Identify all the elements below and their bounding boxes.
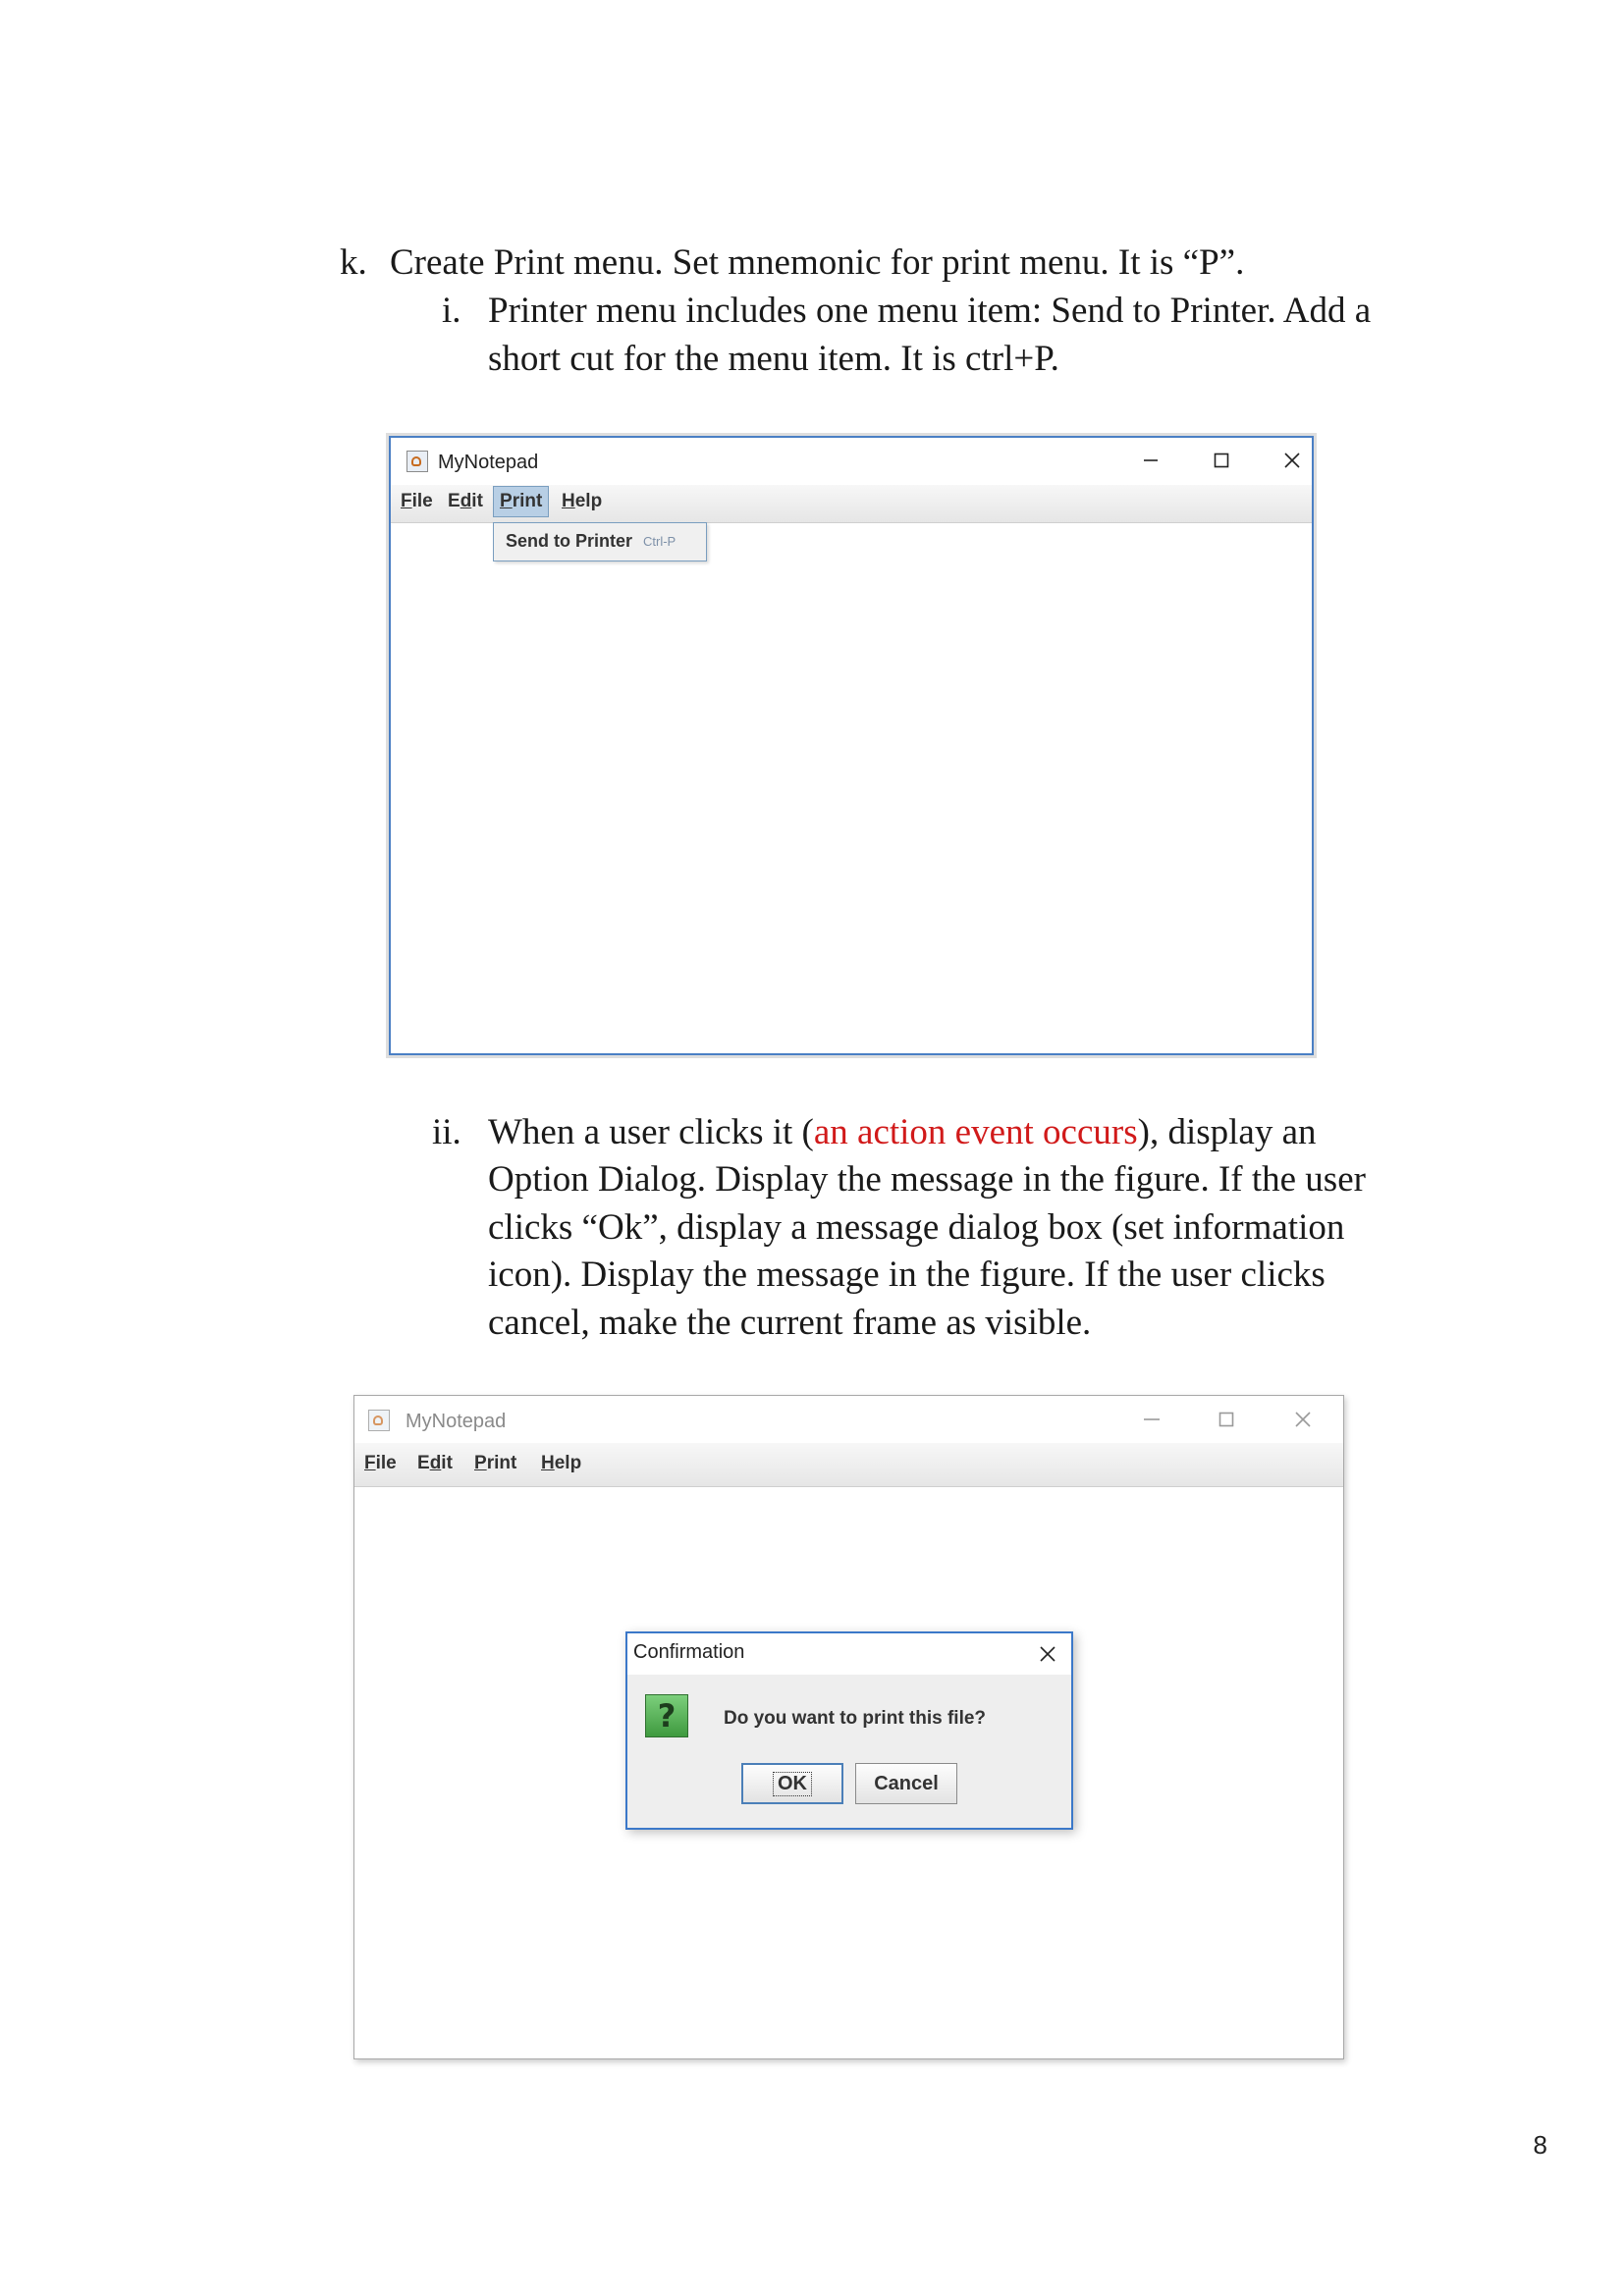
cancel-button-label: Cancel <box>874 1772 939 1794</box>
dialog-title: Confirmation <box>633 1641 745 1663</box>
menu-edit-2[interactable] <box>411 1449 459 1478</box>
page-number: 8 <box>1533 2130 1547 2160</box>
step-k-ii-line5: cancel, make the current frame as visible. <box>488 1303 1092 1343</box>
menu-print-mnemonic: P <box>500 491 513 511</box>
send-to-printer-accelerator: Ctrl-P <box>643 534 677 549</box>
step-k-text: Create Print menu. Set mnemonic for print menu. It is “P”. <box>390 242 1245 283</box>
menu-help-rest: elp <box>574 491 603 511</box>
menu-file-rest: ile <box>411 491 433 511</box>
step-k-ii-marker: ii. <box>432 1112 461 1152</box>
menu-print-2[interactable] <box>468 1449 522 1478</box>
ok-button[interactable] <box>741 1763 843 1804</box>
step-k-i-line1: Printer menu includes one menu item: Send to Printer. Add a <box>488 291 1372 331</box>
menu-print-2-rest: rint <box>486 1453 517 1473</box>
menu-file-2-mnemonic: F <box>364 1453 376 1473</box>
ok-button-label: OK <box>773 1772 812 1796</box>
menu-edit-mnemonic: d <box>460 491 472 511</box>
maximize-icon[interactable] <box>1200 444 1243 477</box>
dialog-titlebar <box>627 1633 1071 1675</box>
menu-edit-2-mnemonic: d <box>429 1453 442 1473</box>
dialog-close-icon[interactable] <box>1026 1637 1069 1671</box>
menu-file-2-rest: ile <box>375 1453 397 1473</box>
menu-file-2[interactable] <box>358 1449 403 1478</box>
menu-help-2-mnemonic: H <box>541 1453 555 1473</box>
step-k-ii-line1-b: ), display an <box>1137 1112 1317 1152</box>
menu-print-rest: rint <box>512 491 543 511</box>
window-1-menubar <box>391 485 1312 523</box>
close-icon[interactable] <box>1271 444 1314 477</box>
step-k-i-marker: i. <box>442 291 461 331</box>
window-1-titlebar <box>391 438 1312 485</box>
menu-edit-2-rest: it <box>441 1453 453 1473</box>
cancel-button[interactable] <box>855 1763 957 1804</box>
window-2-titlebar <box>354 1396 1343 1443</box>
menu-edit-2-pre: E <box>417 1453 430 1473</box>
step-k-ii-line4: icon). Display the message in the figure. If the user clicks <box>488 1255 1326 1295</box>
step-k-i-line2: short cut for the menu item. It is ctrl+P. <box>488 339 1059 379</box>
print-popup-menu <box>493 522 707 561</box>
menu-help-2-rest: elp <box>554 1453 582 1473</box>
menu-file-mnemonic: F <box>401 491 412 511</box>
window-1-title: MyNotepad <box>438 452 539 473</box>
menu-file[interactable] <box>395 487 439 516</box>
menu-edit-pre: E <box>448 491 460 511</box>
window-2-title: MyNotepad <box>406 1411 507 1432</box>
dialog-message: Do you want to print this file? <box>724 1708 987 1729</box>
action-event-highlight: an action event occurs <box>813 1112 1138 1152</box>
notepad-window-2 <box>353 1395 1344 2059</box>
step-k-ii-line1-a: When a user clicks it ( <box>488 1112 814 1152</box>
close-icon-inactive[interactable] <box>1281 1403 1325 1436</box>
minimize-icon[interactable] <box>1129 444 1172 477</box>
send-to-printer-item[interactable]: Send to Printer <box>506 531 633 551</box>
menu-print[interactable] <box>493 486 549 517</box>
minimize-icon-inactive[interactable] <box>1130 1403 1173 1436</box>
java-app-icon-inactive <box>368 1410 390 1431</box>
menu-help-mnemonic: H <box>562 491 575 511</box>
menu-print-2-mnemonic: P <box>474 1453 487 1473</box>
maximize-icon-inactive[interactable] <box>1205 1403 1248 1436</box>
java-app-icon <box>406 451 428 472</box>
menu-help[interactable] <box>556 487 608 516</box>
step-k-ii-line3: clicks “Ok”, display a message dialog box (set information <box>488 1207 1345 1248</box>
question-icon: ? <box>645 1694 688 1737</box>
step-k-ii-line1 <box>488 1109 1317 1156</box>
menu-edit[interactable] <box>442 487 489 516</box>
step-k-ii-line2: Option Dialog. Display the message in the figure. If the user <box>488 1159 1366 1200</box>
step-k-marker: k. <box>340 242 367 283</box>
menu-edit-rest: it <box>471 491 483 511</box>
menu-help-2[interactable] <box>535 1449 587 1478</box>
confirmation-dialog <box>625 1631 1073 1830</box>
window-2-menubar <box>354 1443 1343 1487</box>
notepad-window-1 <box>389 436 1314 1055</box>
